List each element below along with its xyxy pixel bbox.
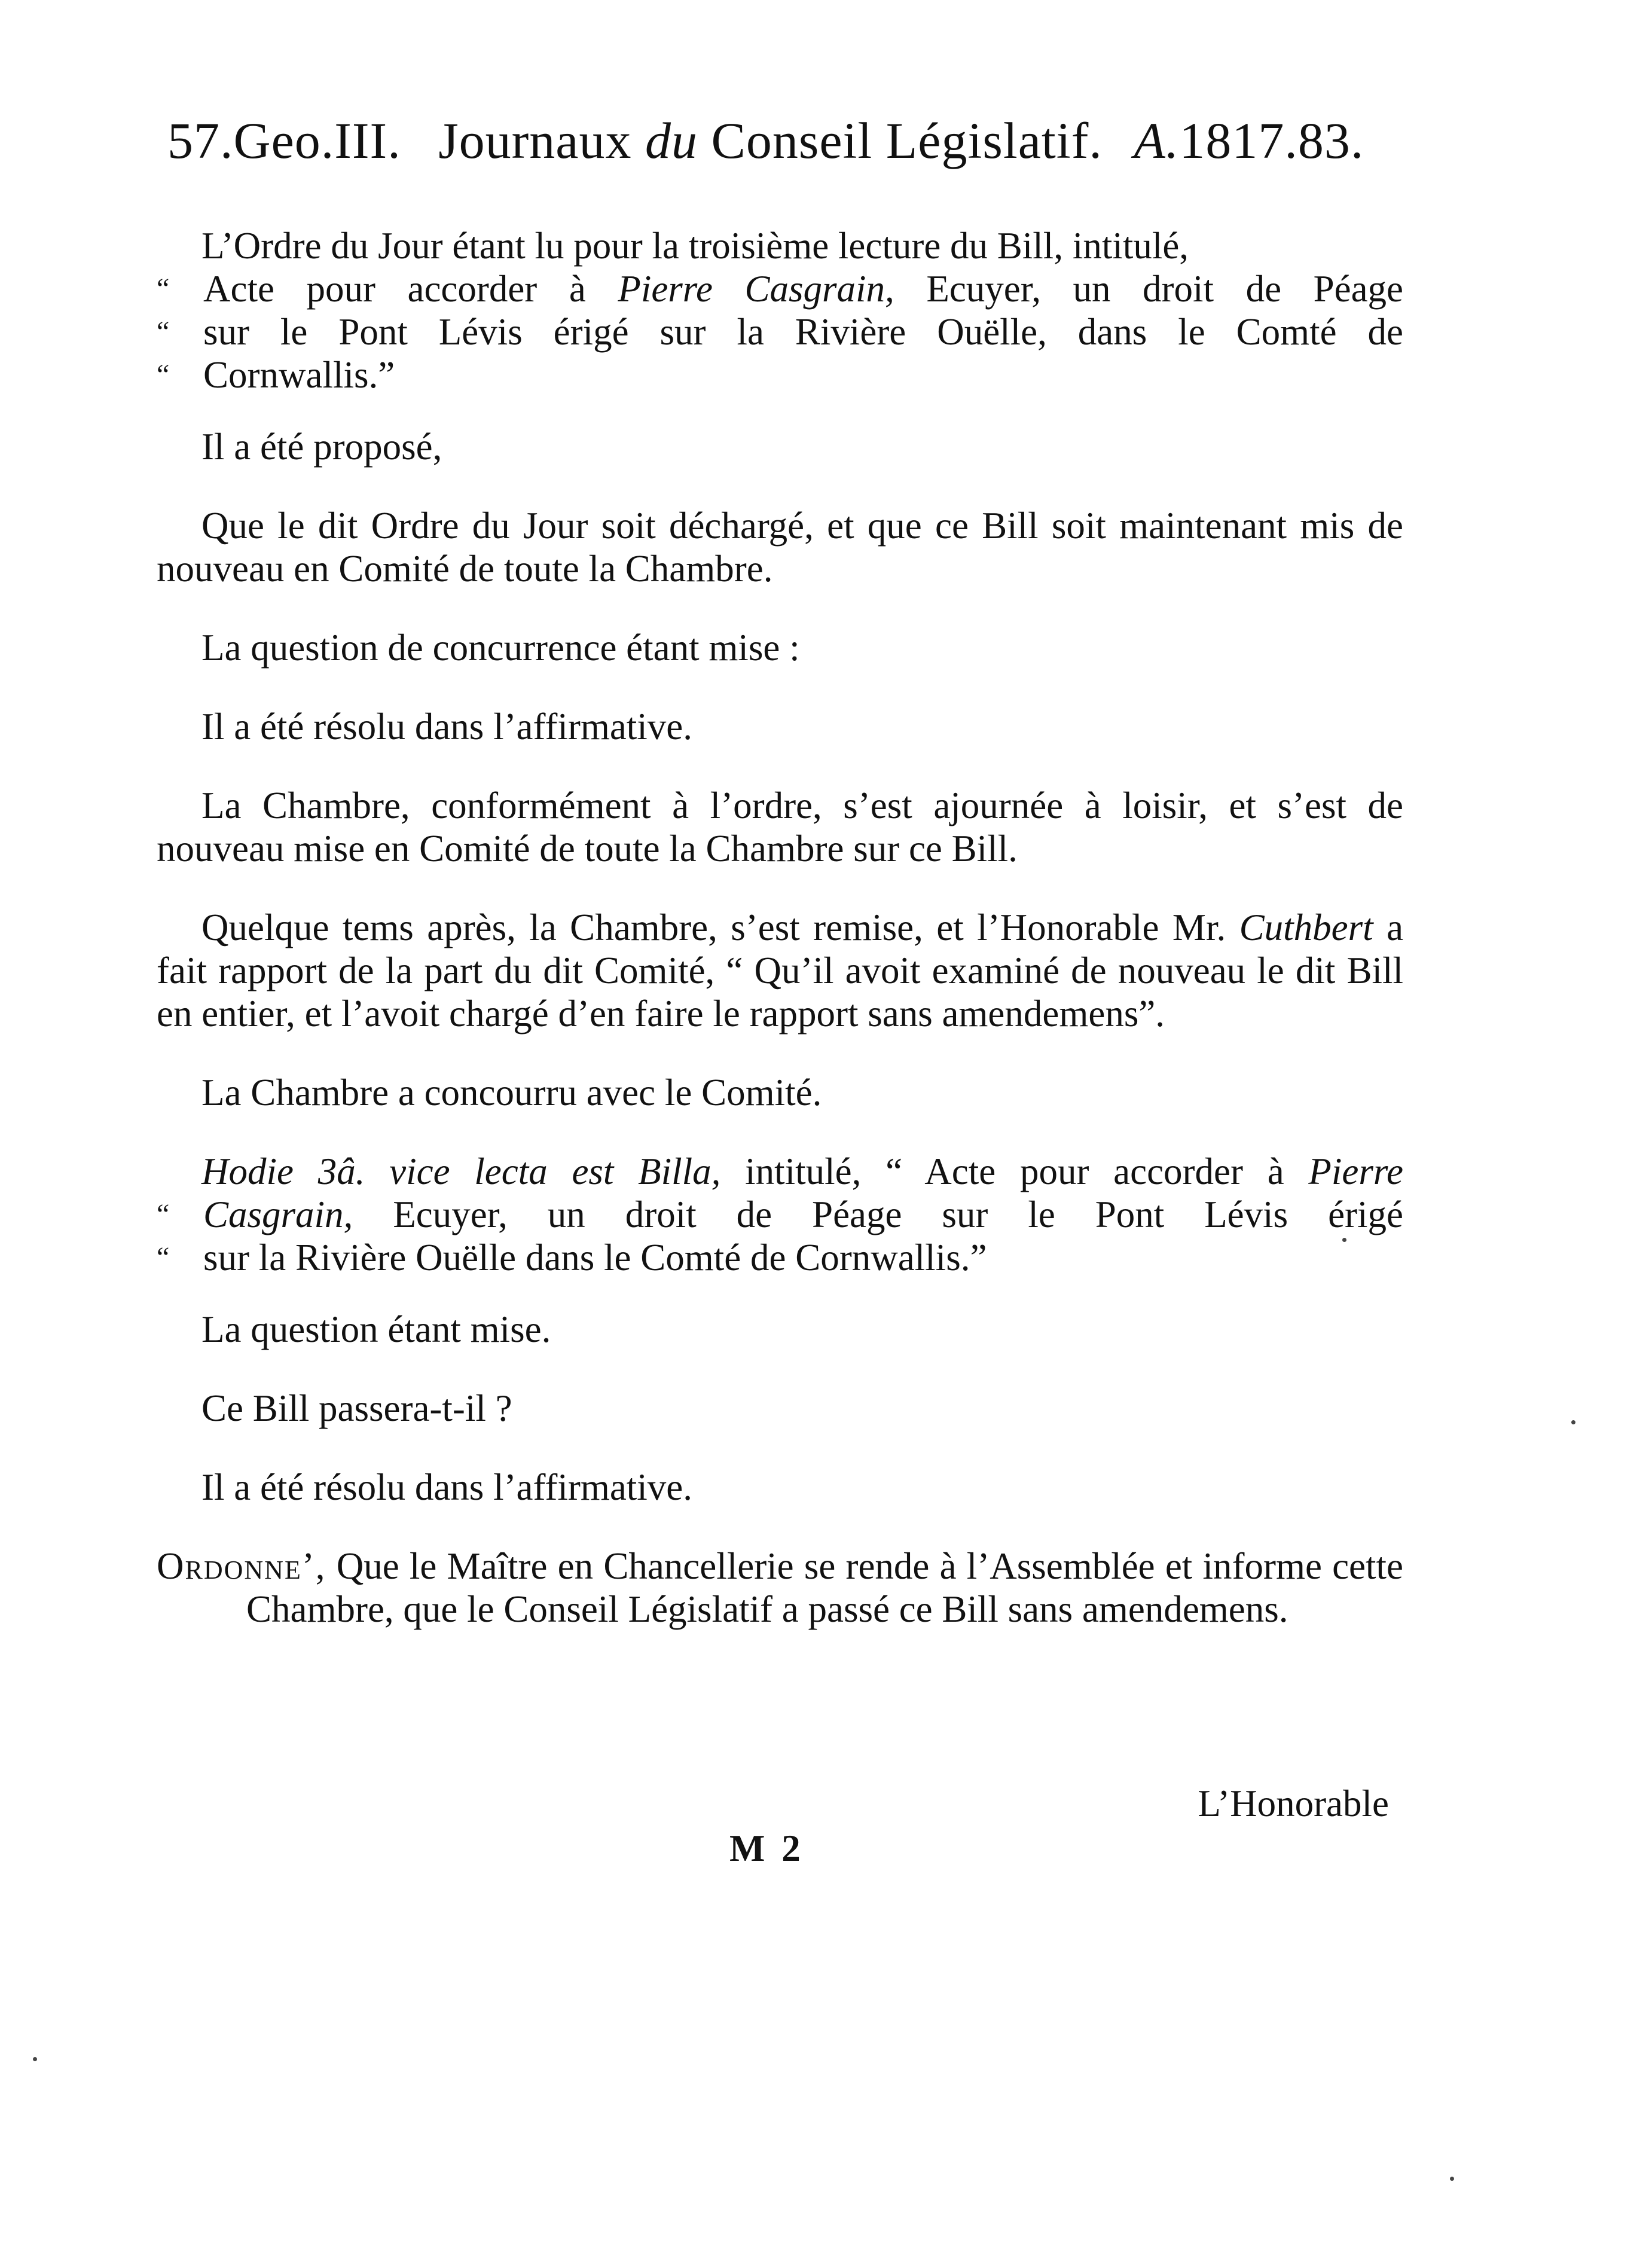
- paragraph-order-of-day: [157, 224, 1403, 396]
- paragraph-text: a fait rapport de la part du dit Comité, “ Qu’il avoit examiné de nouveau le dit Bill en entier, et l’avoit chargé d’en faire le rapport sans amendemens”.: [157, 907, 1404, 1035]
- signature-mark: M 2: [729, 1827, 804, 1869]
- paragraph-text: Que le Maître en Chancellerie se rende à l’Assemblée et informe cette Chambre, que le Conseil Législatif a passé ce Bill sans amendemens.: [246, 1545, 1403, 1630]
- paragraph-question-put: La question étant mise.: [201, 1308, 551, 1350]
- person-name: Pierre Casgrain,: [618, 268, 894, 310]
- quoted-line: [157, 267, 1403, 310]
- paragraph-ordered: [157, 1545, 1403, 1631]
- header-volume: 57.: [167, 112, 234, 169]
- catchword: L’Honorable: [1198, 1783, 1389, 1824]
- quoted-line: [157, 1193, 1403, 1236]
- header-year: 1817.83.: [1179, 112, 1364, 169]
- header-journal-prefix: Journaux: [438, 112, 632, 169]
- person-name: Cuthbert: [1239, 907, 1373, 948]
- paragraph-text: intitulé, “ Acte pour accorder à: [745, 1151, 1284, 1192]
- paragraph-question: La question de concurrence étant mise :: [201, 627, 800, 669]
- quoted-line: [157, 353, 1403, 396]
- paragraph-text: Quelque tems après, la Chambre, s’est remise, et l’Honorable Mr.: [201, 907, 1226, 948]
- quoted-text: Ecuyer, un droit de Péage: [926, 268, 1404, 310]
- paper-speck: [1571, 1420, 1575, 1424]
- header-reign: Geo.III.: [233, 112, 401, 169]
- quoted-line: [157, 1236, 1403, 1279]
- header-journal-du: du: [645, 112, 698, 169]
- quote-mark: “: [157, 316, 170, 347]
- paper-speck: [33, 2057, 37, 2061]
- quote-mark: “: [157, 359, 170, 390]
- paragraph-concur: La Chambre a concourru avec le Comité.: [201, 1072, 822, 1113]
- paragraph-report: [157, 906, 1403, 1035]
- paragraph-proposed: Il a été proposé,: [201, 426, 442, 468]
- paragraph-text: L’Ordre du Jour étant lu pour la troisième lecture du Bill, intitulé,: [201, 225, 1189, 267]
- person-name: Pierre: [1308, 1151, 1404, 1192]
- quote-mark: “: [157, 273, 170, 304]
- running-header: [167, 108, 1411, 173]
- ordonne-label: Ordonne’,: [157, 1545, 326, 1587]
- paper-speck: [1450, 2177, 1454, 2181]
- quoted-text: Ecuyer, un droit de Péage sur le Pont Lévis érigé: [393, 1194, 1403, 1235]
- paragraph-resolved-final: Il a été résolu dans l’affirmative.: [201, 1466, 692, 1508]
- paragraph-bill-pass: Ce Bill passera-t-il ?: [201, 1387, 512, 1429]
- quoted-line: [157, 1150, 1403, 1193]
- paragraph-motion: Que le dit Ordre du Jour soit déchargé, et que ce Bill soit maintenant mis de nouveau en Comité de toute la Chambre.: [157, 505, 1403, 590]
- paragraph-resolved: Il a été résolu dans l’affirmative.: [201, 706, 692, 747]
- paragraph-committee: La Chambre, conformément à l’ordre, s’est ajournée à loisir, et s’est de nouveau mise en Comité de toute la Chambre sur ce Bill.: [157, 785, 1403, 869]
- quoted-text: sur le Pont Lévis érigé sur la Rivière Ouëlle, dans le Comté de: [203, 311, 1403, 353]
- body-text: [157, 224, 1403, 1673]
- quoted-text: Cornwallis.”: [203, 354, 395, 396]
- latin-phrase: Hodie 3â. vice lecta est Billa,: [201, 1151, 721, 1192]
- quoted-line: [157, 310, 1403, 353]
- quote-mark: “: [157, 1198, 170, 1230]
- quoted-text: sur la Rivière Ouëlle dans le Comté de Cornwallis.”: [203, 1237, 987, 1278]
- person-name: Casgrain,: [203, 1194, 353, 1235]
- header-year-letter: A.: [1134, 112, 1180, 169]
- header-journal-suffix: Conseil Législatif.: [711, 112, 1103, 169]
- quoted-text: Acte pour accorder à: [203, 268, 586, 310]
- paper-speck: [1342, 1238, 1346, 1242]
- paragraph-third-reading: [157, 1150, 1403, 1279]
- quote-mark: “: [157, 1241, 170, 1273]
